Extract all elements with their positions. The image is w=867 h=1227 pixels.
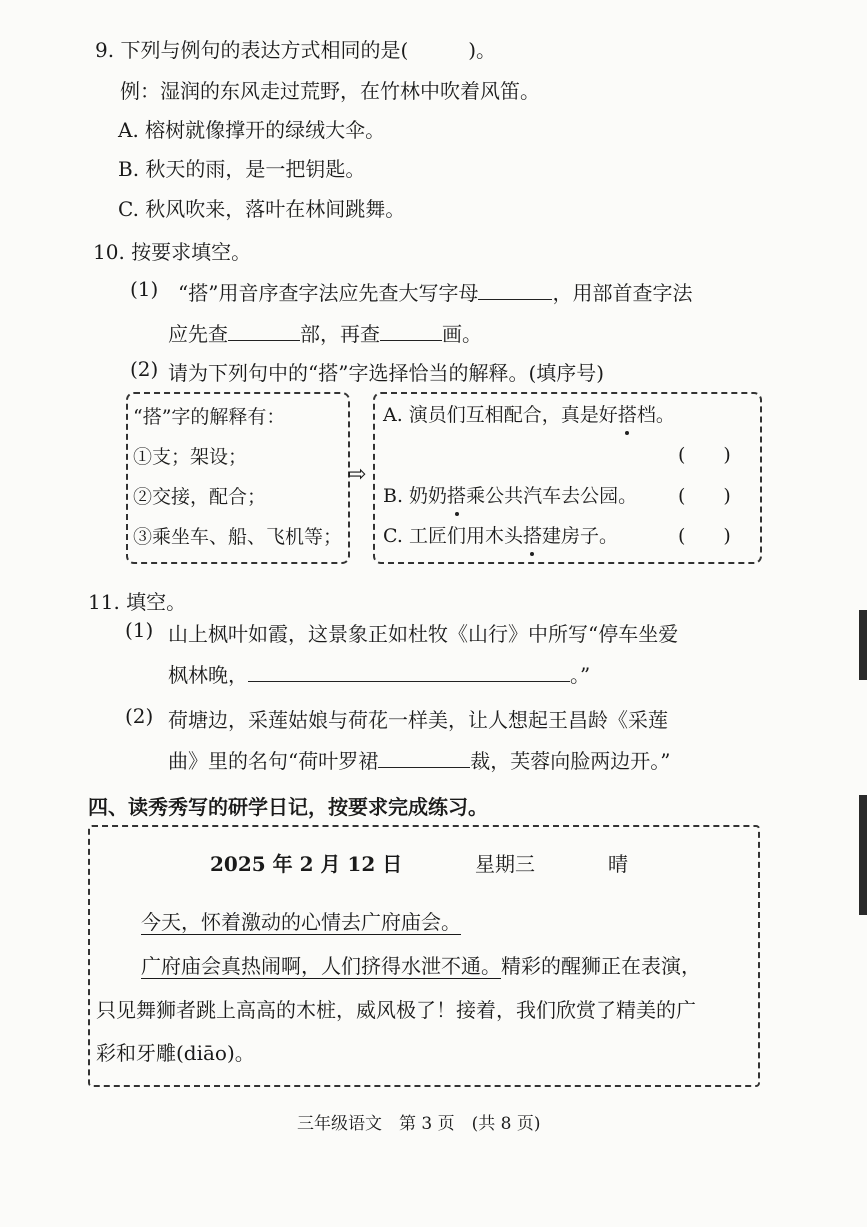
diary-underlined-sentence: 广府庙会真热闹啊，人们挤得水泄不通。 <box>141 954 501 978</box>
q9-example: 例：湿润的东风走过荒野，在竹林中吹着风笛。 <box>120 79 540 103</box>
q11-part1-text: 枫林晚， <box>168 663 248 687</box>
answer-paren-b[interactable]: ( ) <box>678 485 731 507</box>
q10-part1-text-e: 画。 <box>442 322 482 346</box>
sentence-b <box>383 481 637 508</box>
q11-part1-number: (1) <box>125 618 154 642</box>
diary-line1: 今天，怀着激动的心情去广府庙会。 <box>141 910 461 934</box>
diary-line4: 彩和牙雕(diāo)。 <box>96 1041 255 1065</box>
q11-part2-number: (2) <box>125 704 154 728</box>
definition-heading: “搭”字的解释有： <box>133 406 286 428</box>
q9-option-c: C. 秋风吹来，落叶在林间跳舞。 <box>118 197 406 221</box>
q11-part2-end: 裁，芙蓉向脸两边开。” <box>470 749 671 773</box>
q11-part1-line2 <box>168 659 590 688</box>
q10-part1-text-d: 部，再查 <box>300 322 380 346</box>
q11-part2-line1: 荷塘边，采莲姑娘与荷花一样美，让人想起王昌龄《采莲 <box>168 708 668 732</box>
definition-1: ①支；架设； <box>133 446 248 468</box>
sentence-c-target-char: 搭 <box>522 525 542 547</box>
q10-part1-text-a: “搭”用音序查字法应先查大写字母 <box>178 281 479 305</box>
q10-part1-text-c: 应先查 <box>168 322 228 346</box>
definition-2: ②交接，配合； <box>133 486 267 508</box>
diary-line2 <box>141 950 701 979</box>
q11-part1-line1: 山上枫叶如霞，这景象正如杜牧《山行》中所写“停车坐爱 <box>168 622 679 646</box>
q11-part2-line2 <box>168 745 670 774</box>
q9-option-b: B. 秋天的雨，是一把钥匙。 <box>118 157 366 181</box>
diary-date: 2025 年 2 月 12 日 <box>210 852 403 876</box>
sentence-c-text: C. 工匠们用木头 <box>383 525 523 547</box>
definition-3: ③乘坐车、船、飞机等； <box>133 526 343 548</box>
q10-part2-number: (2) <box>130 357 159 381</box>
diary-weather: 晴 <box>608 852 628 876</box>
sentence-a-end: 档。 <box>636 404 675 426</box>
q10-part1-line1 <box>178 277 692 306</box>
sentence-c <box>383 521 618 548</box>
sentence-b-text: B. 奶奶 <box>383 485 448 507</box>
q9-option-a: A. 榕树就像撑开的绿绒大伞。 <box>118 118 386 142</box>
scan-edge-mark <box>859 795 867 915</box>
answer-paren-c[interactable]: ( ) <box>678 525 731 547</box>
diary-weekday: 星期三 <box>475 852 535 876</box>
diary-line3: 只见舞狮者跳上高高的木桩，威风极了！接着，我们欣赏了精美的广 <box>96 998 696 1022</box>
page-footer: 三年级语文 第 3 页 (共 8 页) <box>297 1114 541 1134</box>
blank-initial-letter[interactable] <box>478 281 552 300</box>
section4-title: 四、读秀秀写的研学日记，按要求完成练习。 <box>88 795 488 819</box>
q10-part1-line2 <box>168 318 482 347</box>
blank-stroke-count[interactable] <box>380 322 442 341</box>
q11-part1-end: 。” <box>570 663 591 687</box>
q9-title: 9. 下列与例句的表达方式相同的是( )。 <box>95 38 497 62</box>
sentence-a-text: A. 演员们互相配合，真是好 <box>383 404 618 426</box>
q10-title: 10. 按要求填空。 <box>93 240 252 264</box>
sentence-a <box>383 400 675 427</box>
arrow-icon: ⇨ <box>348 462 367 487</box>
sentence-c-end: 建房子。 <box>541 525 618 547</box>
answer-paren-a[interactable]: ( ) <box>678 444 731 466</box>
q11-part2-text: 曲》里的名句“荷叶罗裙 <box>168 749 379 773</box>
blank-poem-line[interactable] <box>248 663 570 682</box>
diary-line2-rest: 精彩的醒狮正在表演， <box>501 954 701 978</box>
q11-title: 11. 填空。 <box>88 590 187 614</box>
sentence-b-target-char: 搭 <box>447 485 467 507</box>
sentence-a-target-char: 搭 <box>617 404 637 426</box>
q10-part1-number: (1) <box>130 277 159 301</box>
q10-part1-text-b: ，用部首查字法 <box>552 281 693 305</box>
blank-radical[interactable] <box>228 322 300 341</box>
blank-poem-word[interactable] <box>378 749 470 768</box>
scan-edge-mark <box>859 610 867 680</box>
sentence-b-end: 乘公共汽车去公园。 <box>466 485 638 507</box>
q10-part2-text: 请为下列句中的“搭”字选择恰当的解释。(填序号) <box>168 361 605 385</box>
